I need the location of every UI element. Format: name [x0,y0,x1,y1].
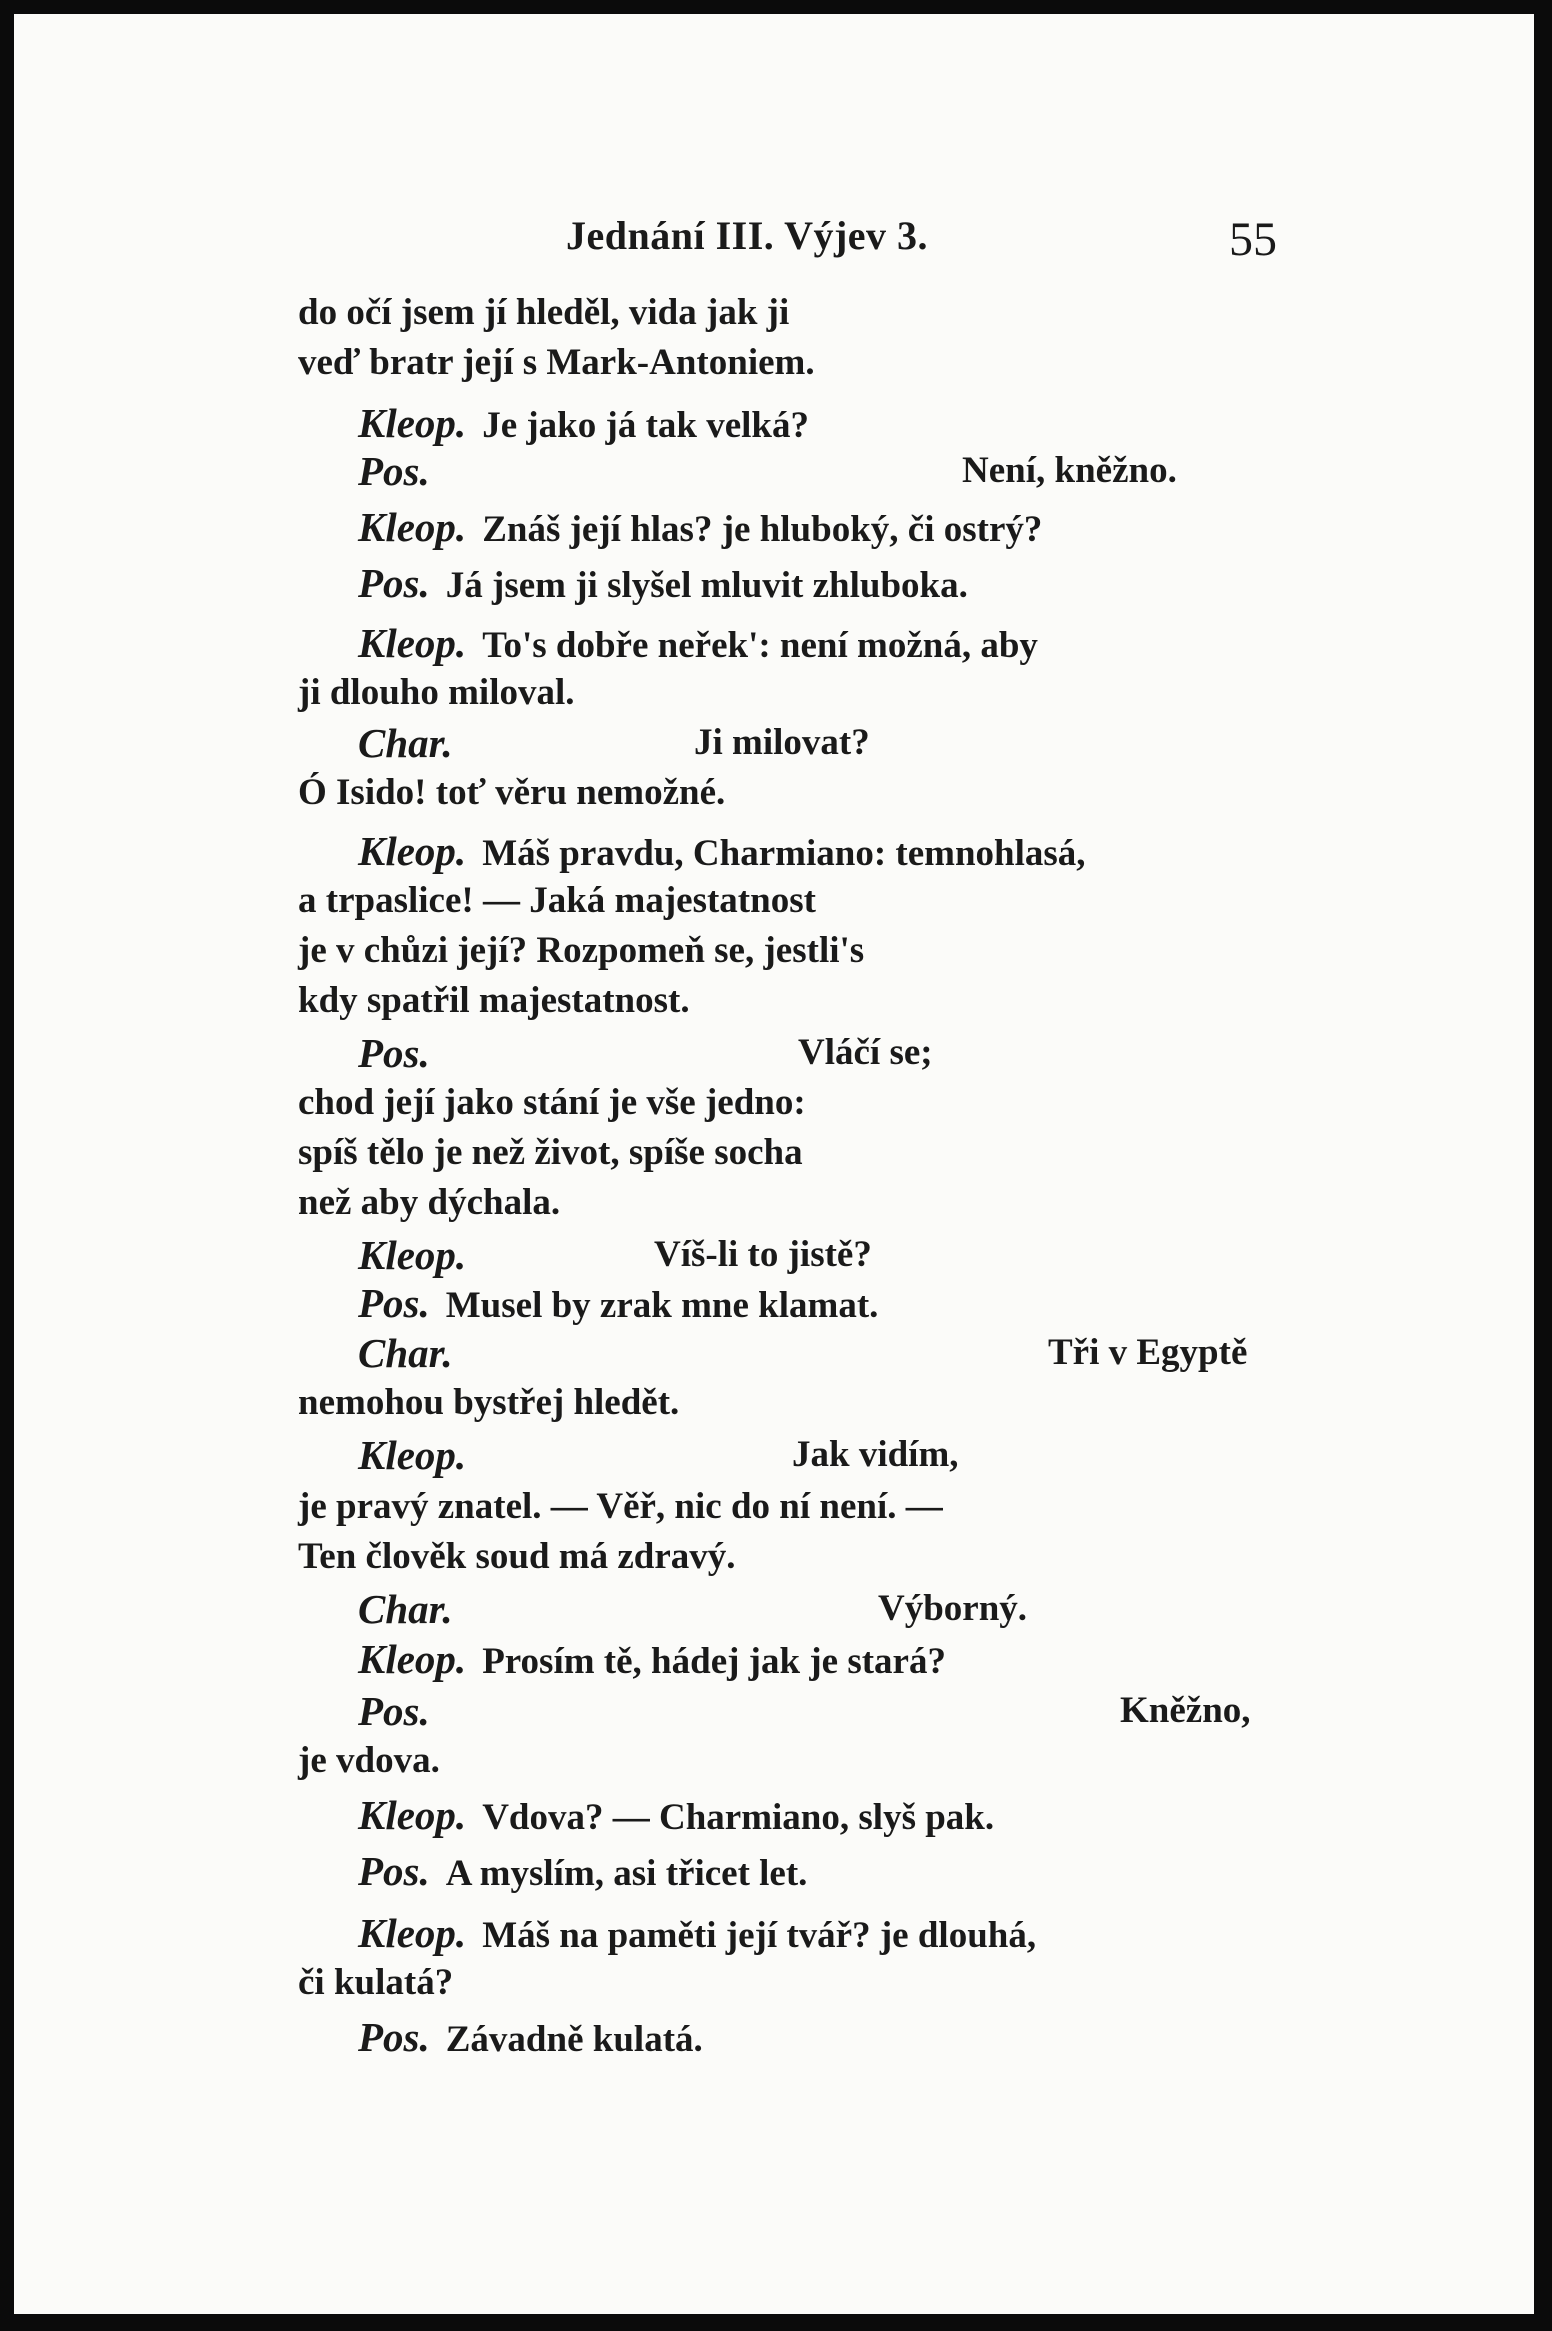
text-line [298,668,575,718]
line-text: nemohou bystřej hledět. [298,1382,680,1423]
text-line [358,826,1086,876]
line-text: Tři v Egyptě [1048,1332,1248,1373]
line-text: Výborný. [878,1588,1028,1629]
text-line [358,1846,807,1896]
running-header: Jednání III. Výjev 3. [566,213,929,258]
line-text: Prosím tě, hádej jak je stará? [482,1641,946,1682]
line-text: veď bratr její s Mark-Antoniem. [298,342,815,383]
speaker-name: Char. [358,1586,453,1632]
line-text: kdy spatřil majestatnost. [298,980,690,1021]
text-line [358,398,809,448]
line-text: je vdova. [298,1740,440,1781]
line-text: Ó Isido! toť věru nemožné. [298,772,726,813]
line-text: je v chůzi její? Rozpomeň se, jestli's [298,930,865,971]
text-line [358,1278,878,1328]
text-line [358,1230,872,1280]
speaker-name: Pos. [358,448,430,494]
speaker-name: Char. [358,1330,453,1376]
text-line [298,1482,943,1532]
speaker-name: Kleop. [358,620,467,666]
line-text: Závadně kulatá. [445,2019,703,2060]
text-line [358,1430,959,1480]
text-line [358,446,1177,496]
line-text: Kněžno, [1120,1690,1251,1731]
speaker-name: Pos. [358,1688,430,1734]
speaker-name: Pos. [358,2014,430,2060]
line-text: ji dlouho miloval. [298,672,575,713]
line-text: Jak vidím, [792,1434,959,1475]
text-line [358,1584,1028,1634]
line-text: a trpaslice! — Jaká majestatnost [298,880,816,921]
speaker-name: Pos. [358,1030,430,1076]
speaker-name: Char. [358,720,453,766]
text-line [298,768,725,818]
line-text: chod její jako stání je vše jedno: [298,1082,806,1123]
line-text: Víš-li to jistě? [654,1234,872,1275]
text-line [358,2012,703,2062]
line-text: Ten člověk soud má zdravý. [298,1536,736,1577]
text-line [298,1958,453,2008]
speaker-name: Pos. [358,560,430,606]
line-text: Máš na paměti její tvář? je dlouhá, [482,1915,1037,1956]
text-line [358,618,1038,668]
text-line [298,876,816,926]
text-line [298,1736,440,1786]
line-text: do očí jsem jí hleděl, vida jak ji [298,292,790,333]
speaker-name: Kleop. [358,828,467,874]
text-line [358,1790,994,1840]
text-line [298,1128,803,1178]
text-line [298,338,815,388]
line-text: je pravý znatel. — Věř, nic do ní není. — [298,1486,943,1527]
text-line [298,288,789,338]
text-line [298,1378,679,1428]
book-page [14,14,1534,2314]
speaker-name: Pos. [358,1848,430,1894]
speaker-name: Kleop. [358,1792,467,1838]
page-number: 55 [1229,213,1277,266]
text-line [358,558,968,608]
speaker-name: Kleop. [358,1636,467,1682]
text-line [358,1686,1251,1736]
text-line [298,976,690,1026]
line-text: Ji milovat? [694,722,870,763]
line-text: Znáš její hlas? je hluboký, či ostrý? [482,509,1043,550]
speaker-name: Kleop. [358,1432,467,1478]
text-line [358,1908,1036,1958]
text-line [358,502,1042,552]
line-text: Je jako já tak velká? [482,405,810,446]
text-line [298,926,864,976]
line-text: Vláčí se; [798,1032,933,1073]
line-text: než aby dýchala. [298,1182,561,1223]
speaker-name: Kleop. [358,1910,467,1956]
line-text: Máš pravdu, Charmiano: temnohlasá, [482,833,1086,874]
speaker-name: Pos. [358,1280,430,1326]
text-line [358,1634,946,1684]
speaker-name: Kleop. [358,400,467,446]
line-text: To's dobře neřek': není možná, aby [482,625,1038,666]
text-line [358,1028,933,1078]
line-text: spíš tělo je než život, spíše socha [298,1132,803,1173]
text-line [298,1532,736,1582]
line-text: Musel by zrak mne klamat. [445,1285,879,1326]
text-line [298,1078,806,1128]
text-line [298,1178,560,1228]
line-text: Já jsem ji slyšel mluvit zhluboka. [445,565,968,606]
speaker-name: Kleop. [358,1232,467,1278]
speaker-name: Kleop. [358,504,467,550]
text-line [358,1328,1248,1378]
line-text: či kulatá? [298,1962,454,2003]
line-text: Není, kněžno. [962,450,1177,491]
line-text: Vdova? — Charmiano, slyš pak. [482,1797,995,1838]
text-line [358,718,870,768]
line-text: A myslím, asi třicet let. [445,1853,808,1894]
